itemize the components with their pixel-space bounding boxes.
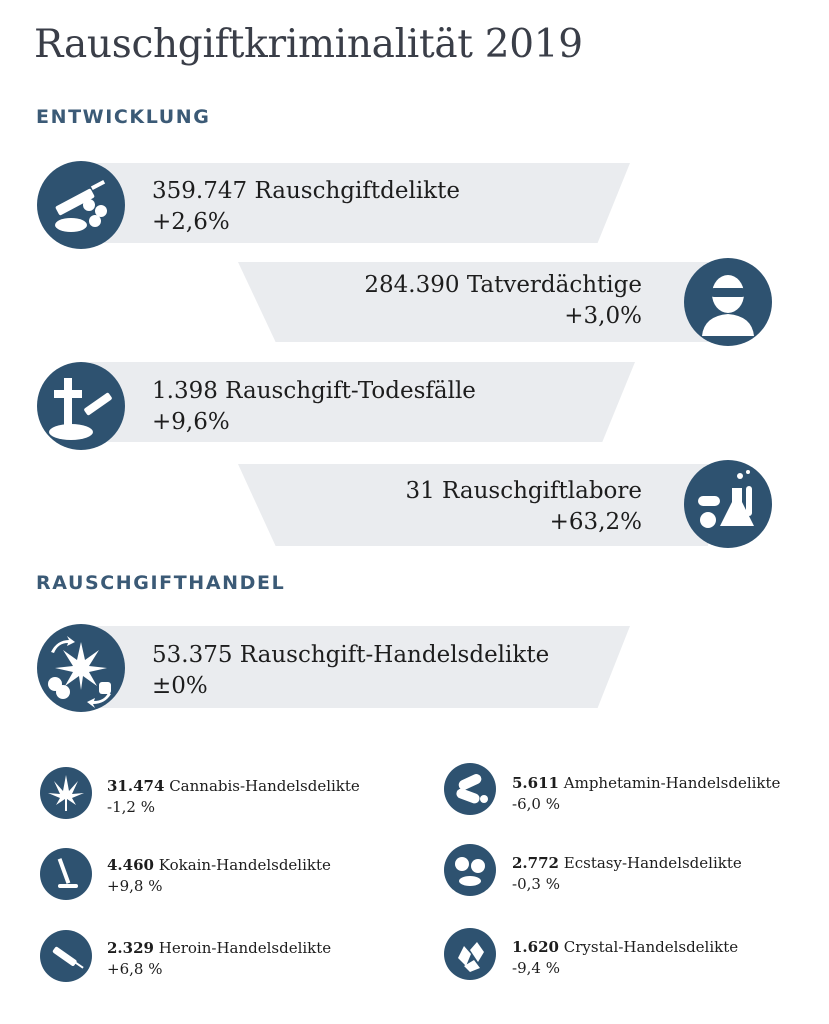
stat-label: Rauschgift-Handelsdelikte	[239, 642, 550, 668]
item-change: -1,2 %	[107, 798, 155, 816]
stat-change: +2,6%	[152, 209, 230, 235]
item-label: Crystal-Handelsdelikte	[563, 938, 739, 956]
handel-item-cannabis	[107, 776, 360, 818]
stat-change: ±0%	[152, 673, 208, 699]
item-label: Cannabis-Handelsdelikte	[169, 777, 360, 795]
stat-change: +9,6%	[152, 409, 230, 435]
item-value: 4.460	[107, 856, 154, 874]
drug-trade-icon	[37, 624, 125, 712]
handel-item-crystal	[512, 937, 738, 979]
crystal-icon	[444, 928, 496, 980]
stat-todesfaelle	[152, 376, 476, 438]
item-label: Ecstasy-Handelsdelikte	[563, 854, 742, 872]
item-change: +9,8 %	[107, 877, 163, 895]
item-change: -6,0 %	[512, 795, 560, 813]
item-change: +6,8 %	[107, 960, 163, 978]
stat-change: +3,0%	[564, 303, 642, 329]
stat-value: 359.747	[152, 178, 248, 204]
item-label: Amphetamin-Handelsdelikte	[563, 774, 781, 792]
stat-value: 284.390	[364, 272, 460, 298]
stat-value: 53.375	[152, 642, 233, 668]
item-value: 2.772	[512, 854, 559, 872]
syringe-pills-icon	[37, 161, 125, 249]
handel-item-kokain	[107, 855, 331, 897]
cocaine-line-icon	[40, 848, 92, 900]
item-change: -9,4 %	[512, 959, 560, 977]
stat-label: Rauschgift-Todesfälle	[225, 378, 476, 404]
stat-value: 1.398	[152, 378, 218, 404]
section-heading-entwicklung: ENTWICKLUNG	[36, 106, 211, 128]
handel-item-amphetamin	[512, 773, 780, 815]
stat-label: Rauschgiftdelikte	[254, 178, 460, 204]
section-heading-rauschgifthandel: RAUSCHGIFTHANDEL	[36, 572, 286, 594]
item-value: 5.611	[512, 774, 559, 792]
stat-labore	[320, 476, 642, 538]
ecstasy-pills-icon	[444, 844, 496, 896]
stat-handelsdelikte	[152, 640, 549, 702]
item-value: 2.329	[107, 939, 154, 957]
heroin-syringe-icon	[40, 930, 92, 982]
stat-rauschgiftdelikte	[152, 176, 460, 238]
item-label: Heroin-Handelsdelikte	[158, 939, 332, 957]
stat-change: +63,2%	[549, 509, 642, 535]
masked-suspect-icon	[684, 258, 772, 346]
cross-syringe-icon	[37, 362, 125, 450]
item-value: 1.620	[512, 938, 559, 956]
cannabis-leaf-icon	[40, 767, 92, 819]
lab-flask-icon	[684, 460, 772, 548]
stat-tatverdaechtige	[320, 270, 642, 332]
stat-label: Rauschgiftlabore	[442, 478, 642, 504]
capsules-icon	[444, 763, 496, 815]
item-label: Kokain-Handelsdelikte	[158, 856, 331, 874]
handel-item-ecstasy	[512, 853, 742, 895]
item-change: -0,3 %	[512, 875, 560, 893]
stat-value: 31	[405, 478, 435, 504]
stat-label: Tatverdächtige	[466, 272, 642, 298]
handel-item-heroin	[107, 938, 331, 980]
item-value: 31.474	[107, 777, 165, 795]
page-title: Rauschgiftkriminalität 2019	[34, 22, 583, 67]
